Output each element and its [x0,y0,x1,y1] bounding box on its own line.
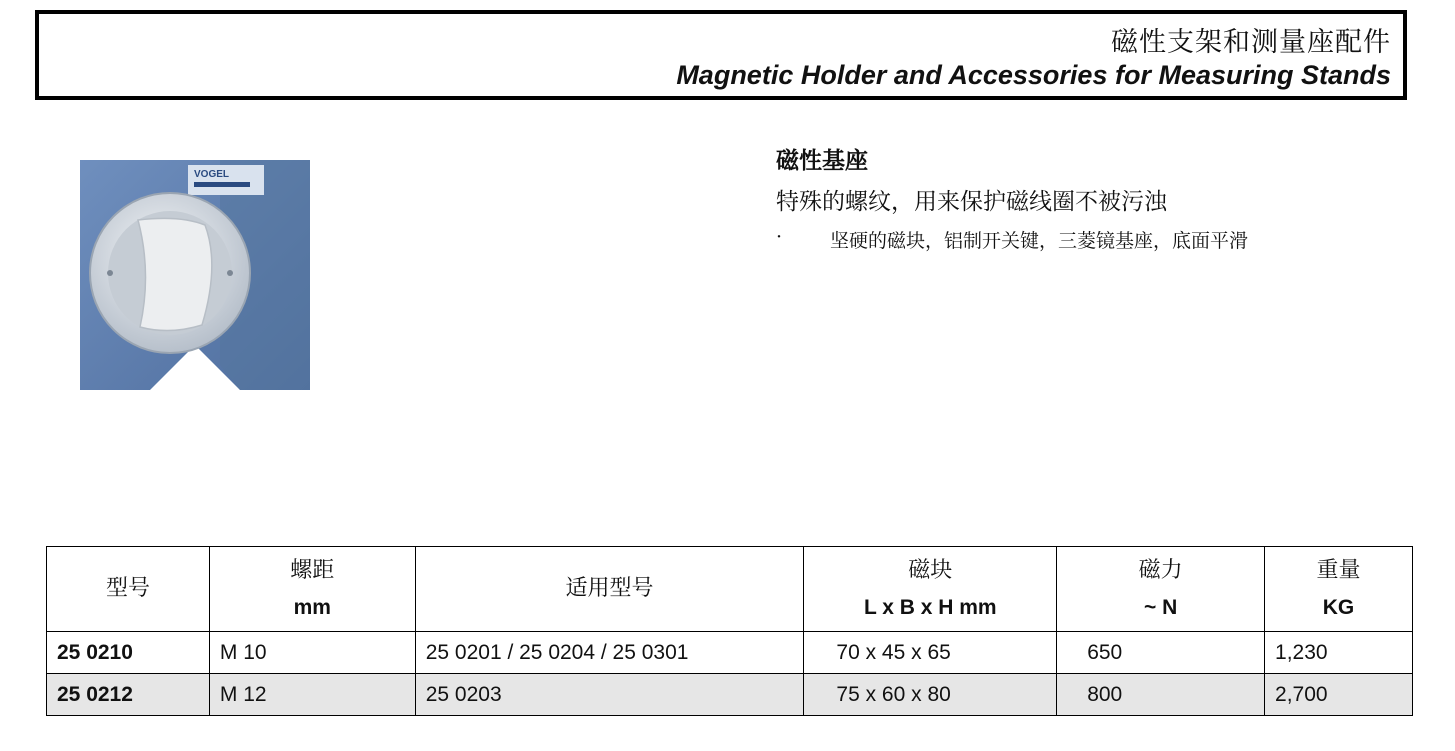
product-photo [70,145,325,400]
cell-compatible: 25 0203 [415,674,804,716]
header-model: 型号 [47,547,210,632]
product-description [776,142,1248,253]
header-compatible: 适用型号 [415,547,804,632]
cell-force: 650 [1057,632,1265,674]
header-weight: 重量 KG [1265,547,1413,632]
cell-pitch: M 12 [209,674,415,716]
feature-bullet [776,226,1248,253]
feature-text: 坚硬的磁块，铝制开关键，三菱镜基座，底面平滑 [830,230,1249,252]
cell-weight: 2,700 [1265,674,1413,716]
table-header-row [47,547,1413,632]
switch-knob [138,218,212,330]
cell-force: 800 [1057,674,1265,716]
cell-model: 25 0212 [47,674,210,716]
cell-model: 25 0210 [47,632,210,674]
ring-screw-right [227,270,233,276]
header-pitch: 螺距 mm [209,547,415,632]
spec-table [46,546,1413,716]
logo-stripe [194,182,250,187]
header-force: 磁力 ~ N [1057,547,1265,632]
bullet-dot: · [776,226,783,248]
cell-weight: 1,230 [1265,632,1413,674]
logo-text: VOGEL [194,169,230,180]
cell-magnet: 70 x 45 x 65 [804,632,1057,674]
header-title-en: Magnetic Holder and Accessories for Measuring Stands [676,60,1391,90]
cell-compatible: 25 0201 / 25 0204 / 25 0301 [415,632,804,674]
header-magnet: 磁块 L x B x H mm [804,547,1057,632]
table-row [47,632,1413,674]
product-title: 磁性基座 [776,147,868,174]
header-box [35,10,1407,100]
magnetic-base-image [70,145,325,400]
header-title-cn: 磁性支架和测量座配件 [1111,27,1391,58]
product-subtitle: 特殊的螺纹，用来保护磁线圈不被污浊 [776,189,1167,215]
ring-screw-left [107,270,113,276]
cell-pitch: M 10 [209,632,415,674]
cell-magnet: 75 x 60 x 80 [804,674,1057,716]
table-row [47,674,1413,716]
